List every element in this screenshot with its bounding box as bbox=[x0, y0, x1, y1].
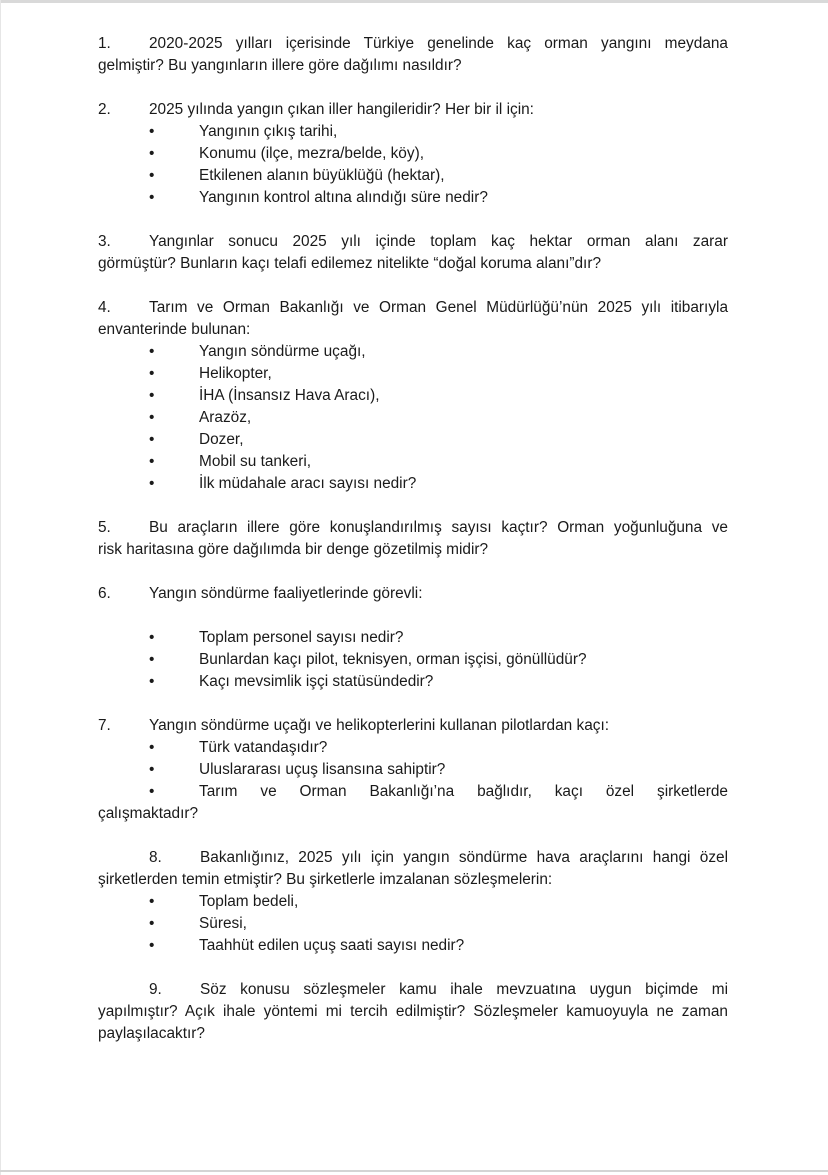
bullet-icon: • bbox=[149, 409, 155, 426]
question-number: 1. bbox=[98, 35, 111, 52]
bullet-item: • Dozer, bbox=[98, 429, 728, 451]
bullet-icon: • bbox=[149, 387, 155, 404]
bullet-list bbox=[98, 891, 728, 957]
bullet-icon: • bbox=[149, 343, 155, 360]
bullet-icon: • bbox=[149, 915, 155, 932]
question-line: 1. 2020-2025 yılları içerisinde Türkiye genelinde kaç orman yangını meydana bbox=[98, 33, 728, 55]
question-line: 7. Yangın söndürme uçağı ve helikopterlerini kullanan pilotlardan kaçı: bbox=[98, 715, 728, 737]
question-line: 8. Bakanlığınız, 2025 yılı için yangın söndürme hava araçlarını hangi özel bbox=[98, 847, 728, 869]
bullet-list bbox=[98, 627, 728, 693]
bullet-item: • İlk müdahale aracı sayısı nedir? bbox=[98, 473, 728, 495]
bullet-icon: • bbox=[149, 937, 155, 954]
question-4 bbox=[98, 297, 728, 495]
question-number: 7. bbox=[98, 717, 111, 734]
bullet-list bbox=[98, 341, 728, 495]
question-5 bbox=[98, 517, 728, 561]
bullet-item: • İHA (İnsansız Hava Aracı), bbox=[98, 385, 728, 407]
bullet-item: • Uluslararası uçuş lisansına sahiptir? bbox=[98, 759, 728, 781]
question-number: 9. bbox=[149, 981, 162, 998]
question-line: görmüştür? Bunların kaçı telafi edilemez nitelikte “doğal koruma alanı”dır? bbox=[98, 255, 602, 272]
question-8 bbox=[98, 847, 728, 957]
bullet-item: • Toplam bedeli, bbox=[98, 891, 728, 913]
bullet-item: • Yangının kontrol altına alındığı süre nedir? bbox=[98, 187, 728, 209]
bullet-item: • Konumu (ilçe, mezra/belde, köy), bbox=[98, 143, 728, 165]
bullet-continuation: çalışmaktadır? bbox=[98, 805, 199, 822]
bullet-item: • Taahhüt edilen uçuş saati sayısı nedir? bbox=[98, 935, 728, 957]
bullet-icon: • bbox=[149, 167, 155, 184]
bullet-item: • Türk vatandaşıdır? bbox=[98, 737, 728, 759]
question-line: 9. Söz konusu sözleşmeler kamu ihale mevzuatına uygun biçimde mi bbox=[98, 979, 728, 1001]
bullet-item: • Helikopter, bbox=[98, 363, 728, 385]
bullet-item: • Bunlardan kaçı pilot, teknisyen, orman işçisi, gönüllüdür? bbox=[98, 649, 728, 671]
question-number: 8. bbox=[149, 849, 162, 866]
question-line: 3. Yangınlar sonucu 2025 yılı içinde toplam kaç hektar orman alanı zarar bbox=[98, 231, 728, 253]
question-3 bbox=[98, 231, 728, 275]
bullet-icon: • bbox=[149, 431, 155, 448]
question-number: 4. bbox=[98, 299, 111, 316]
question-1 bbox=[98, 33, 728, 77]
question-number: 5. bbox=[98, 519, 111, 536]
bullet-icon: • bbox=[149, 651, 155, 668]
question-line: paylaşılacaktır? bbox=[98, 1025, 205, 1042]
question-line: risk haritasına göre dağılımda bir denge gözetilmiş midir? bbox=[98, 541, 489, 558]
bullet-item: • Kaçı mevsimlik işçi statüsündedir? bbox=[98, 671, 728, 693]
bullet-icon: • bbox=[149, 365, 155, 382]
bullet-icon: • bbox=[149, 453, 155, 470]
question-6 bbox=[98, 583, 728, 693]
question-line: 6. Yangın söndürme faaliyetlerinde görevli: bbox=[98, 583, 728, 605]
question-line: 2. 2025 yılında yangın çıkan iller hangileridir? Her bir il için: bbox=[98, 99, 728, 121]
question-line: 5. Bu araçların illere göre konuşlandırılmış sayısı kaçtır? Orman yoğunluğuna ve bbox=[98, 517, 728, 539]
bullet-icon: • bbox=[149, 761, 155, 778]
bullet-item: • Toplam personel sayısı nedir? bbox=[98, 627, 728, 649]
bullet-icon: • bbox=[149, 475, 155, 492]
bullet-item: • Etkilenen alanın büyüklüğü (hektar), bbox=[98, 165, 728, 187]
bullet-icon: • bbox=[149, 629, 155, 646]
page-top-border bbox=[0, 0, 828, 3]
bullet-icon: • bbox=[149, 123, 155, 140]
question-number: 3. bbox=[98, 233, 111, 250]
blank-line bbox=[98, 605, 728, 627]
bullet-item: • Yangın söndürme uçağı, bbox=[98, 341, 728, 363]
bullet-list bbox=[98, 121, 728, 209]
bullet-list bbox=[98, 737, 728, 803]
page-left-border bbox=[0, 0, 1, 1175]
bullet-icon: • bbox=[149, 739, 155, 756]
question-number: 6. bbox=[98, 585, 111, 602]
question-number: 2. bbox=[98, 101, 111, 118]
question-line: 4. Tarım ve Orman Bakanlığı ve Orman Genel Müdürlüğü’nün 2025 yılı itibarıyla bbox=[98, 297, 728, 319]
bullet-item: • Tarım ve Orman Bakanlığı’na bağlıdır, kaçı özel şirketlerde bbox=[98, 781, 728, 803]
bullet-icon: • bbox=[149, 673, 155, 690]
question-line: envanterinde bulunan: bbox=[98, 321, 251, 338]
page-bottom-border bbox=[0, 1170, 828, 1172]
bullet-item: • Süresi, bbox=[98, 913, 728, 935]
question-2 bbox=[98, 99, 728, 209]
question-9 bbox=[98, 979, 728, 1045]
bullet-icon: • bbox=[149, 783, 155, 800]
bullet-icon: • bbox=[149, 893, 155, 910]
bullet-icon: • bbox=[149, 189, 155, 206]
question-line: gelmiştir? Bu yangınların illere göre dağılımı nasıldır? bbox=[98, 57, 462, 74]
bullet-item: • Yangının çıkış tarihi, bbox=[98, 121, 728, 143]
bullet-item: • Arazöz, bbox=[98, 407, 728, 429]
bullet-item: • Mobil su tankeri, bbox=[98, 451, 728, 473]
document-page bbox=[98, 33, 728, 1067]
question-line: yapılmıştır? Açık ihale yöntemi mi tercih edilmiştir? Sözleşmeler kamuoyuyla ne zaman bbox=[98, 1003, 728, 1020]
bullet-icon: • bbox=[149, 145, 155, 162]
question-line: şirketlerden temin etmiştir? Bu şirketlerle imzalanan sözleşmelerin: bbox=[98, 871, 553, 888]
question-7 bbox=[98, 715, 728, 825]
